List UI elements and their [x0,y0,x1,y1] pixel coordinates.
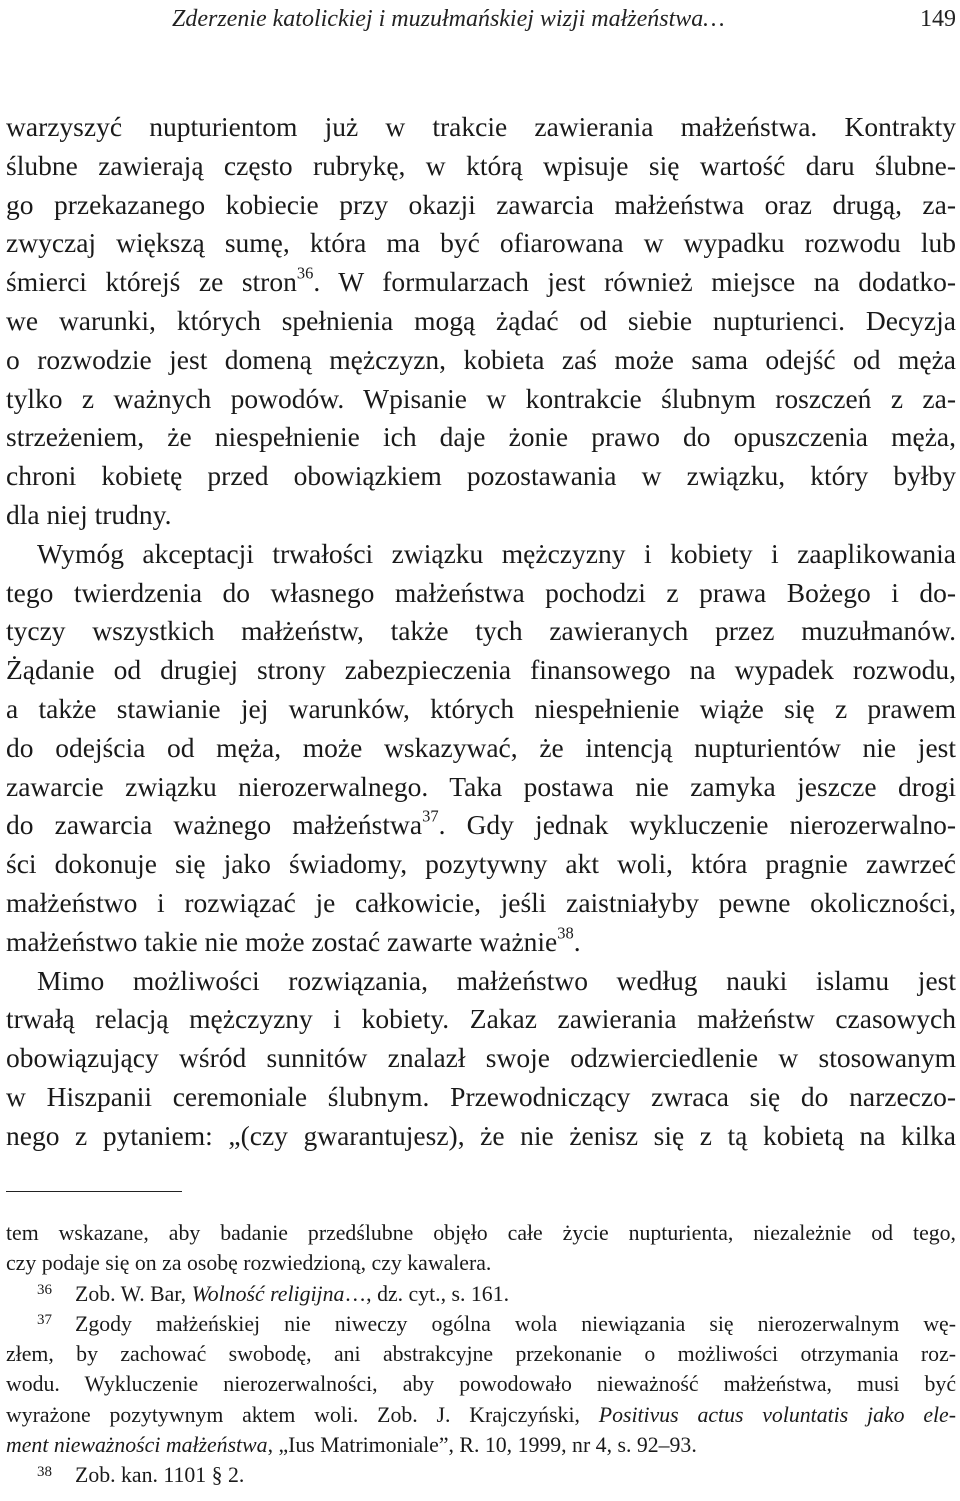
footnote-text: Zob. W. Bar, [75,1281,192,1306]
text-line: warzyszyć nupturientom już w trakcie zawierania małżeństwa. Kontrakty [6,111,956,142]
text-line: do odejścia od męża, może wskazywać, że intencją nupturientów nie jest [6,731,956,763]
text-line: tyczy wszystkich małżeństw, także tych zawieranych przez muzułmanów. [6,615,956,647]
page-number: 149 [920,6,956,32]
footnote-36: 36 Zob. W. Bar, Wolność religijna…, dz. cyt., s. 161. [37,1281,510,1306]
running-title: Zderzenie katolickiej i muzułmańskiej wizji małżeństwa… [172,6,725,32]
main-text [6,108,956,1156]
text-line: dla niej trudny. [6,498,172,530]
footnote-38: 38 Zob. kan. 1101 § 2. [37,1463,245,1488]
footnote-text: …, dz. cyt., s. 161. [344,1281,510,1306]
text-segment: . W formularzach jest również miejsce na dodatko- [313,266,956,298]
text-line: ślubne zawierają często rubrykę, w którą wpisuje się wartość daru ślubne- [6,149,956,181]
text-line: małżeństwo i rozwiązać je całkowicie, jeśli zaistniałyby pewne okoliczności, [6,886,956,918]
footnote-continuation-line: czy podaje się on za osobę rozwiedzioną, czy kawalera. [6,1251,492,1276]
footnotes [6,1218,956,1491]
paragraph-start: Wymóg akceptacji trwałości związku mężczyzny i kobiety i zaaplikowania [37,537,956,569]
footnote-line [6,1430,956,1460]
article-title: ment nieważności małżeństwa [6,1433,268,1458]
text-line: Żądanie od drugiej strony zabezpieczenia finansowego na wypadek rozwodu, [6,654,956,686]
text-line: zawarcie związku nierozerwalnego. Taka postawa nie zamyka jeszcze drogi [6,770,956,802]
text-line: tylko z ważnych powodów. Wpisanie w kontrakcie ślubnym roszczeń z za- [6,382,956,414]
text-segment: śmierci którejś ze stron [6,266,297,298]
text-line: zwyczaj większą sumę, która ma być ofiarowana w wypadku rozwodu lub [6,227,956,259]
article-title: Positivus actus voluntatis jako ele- [598,1402,956,1427]
footnote-ref-36[interactable]: 36 [296,263,314,283]
text-line: trwałą relacją mężczyzny i kobiety. Zakaz zawierania małżeństw czasowych [6,1003,956,1035]
paragraph-start: Mimo możliwości rozwiązania, małżeństwo według nauki islamu jest [37,964,956,996]
text-line: o rozwodzie jest domeną mężczyzn, kobieta zaś może sama odejść od męża [6,343,956,375]
text-line: ści dokonuje się jako świadomy, pozytywny akt woli, która pragnie zawrzeć [6,848,956,880]
footnote-ref-37[interactable]: 37 [422,806,439,826]
footnote-line: wodu. Wykluczenie nierozerwalności, aby powodowało nieważność małżeństwa, musi być [6,1372,956,1397]
text-line [6,806,956,845]
footnote-line [6,1400,956,1430]
text-line [6,923,956,962]
footnote-text: wyrażone pozytywnym aktem woli. Zob. J. Krajczyński, [6,1402,599,1427]
text-line: strzeżeniem, że niespełnienie ich daje żonie prawo do opuszczenia męża, [6,421,956,453]
text-line: tego twierdzenia do własnego małżeństwa pochodzi z prawa Bożego i do- [6,576,956,608]
text-line: nego z pytaniem: „(czy gwarantujesz), że nie żenisz się z tą kobietą na kilka [6,1119,956,1151]
footnote-37: 37 Zgody małżeńskiej nie niweczy ogólna wola niewiązania się nierozerwalnym wę- [37,1311,956,1336]
text-segment: . Gdy jednak wykluczenie nierozerwalno- [438,809,956,841]
text-line: a także stawianie jej warunków, których niespełnienie wiąże się z prawem [6,692,956,724]
text-line: we warunki, których spełnienia mogą żądać od siebie nupturienci. Decyzja [6,304,956,336]
running-head [172,2,956,36]
text-line: obowiązujący wśród sunnitów znalazł swoje odzwierciedlenie w stosowanym [6,1042,956,1074]
text-line: go przekazanego kobiecie przy okazji zawarcia małżeństwa oraz drugą, za- [6,188,956,220]
footnote-text: Zgody małżeńskiej nie niweczy ogólna wola niewiązania się nierozerwalnym wę- [75,1311,956,1336]
footnote-text: Zob. kan. 1101 § 2. [75,1463,245,1488]
text-line: chroni kobietę przed obowiązkiem pozostawania w związku, który byłby [6,460,956,492]
text-segment: . [573,925,581,957]
footnote-line: złem, by zachować swobodę, ani abstrakcyjne przekonanie o możliwości otrzymania roz- [6,1342,956,1367]
text-line [6,263,956,302]
text-line: w Hiszpanii ceremoniale ślubnym. Przewodniczący zwraca się do narzeczo- [6,1080,956,1112]
text-segment: małżeństwo takie nie może zostać zawarte ważnie [6,925,558,957]
footnote-text: , „Ius Matrimoniale”, R. 10, 1999, nr 4, s. 92–93. [267,1433,697,1458]
footnote-ref-38[interactable]: 38 [557,923,574,943]
footnote-continuation-line: tem wskazane, aby badanie przedślubne objęło całe życie nupturienta, niezależnie od tego, [6,1221,956,1245]
book-title: Wolność religijna [191,1281,345,1306]
footnote-separator [6,1191,182,1192]
text-segment: do zawarcia ważnego małżeństwa [6,809,423,841]
